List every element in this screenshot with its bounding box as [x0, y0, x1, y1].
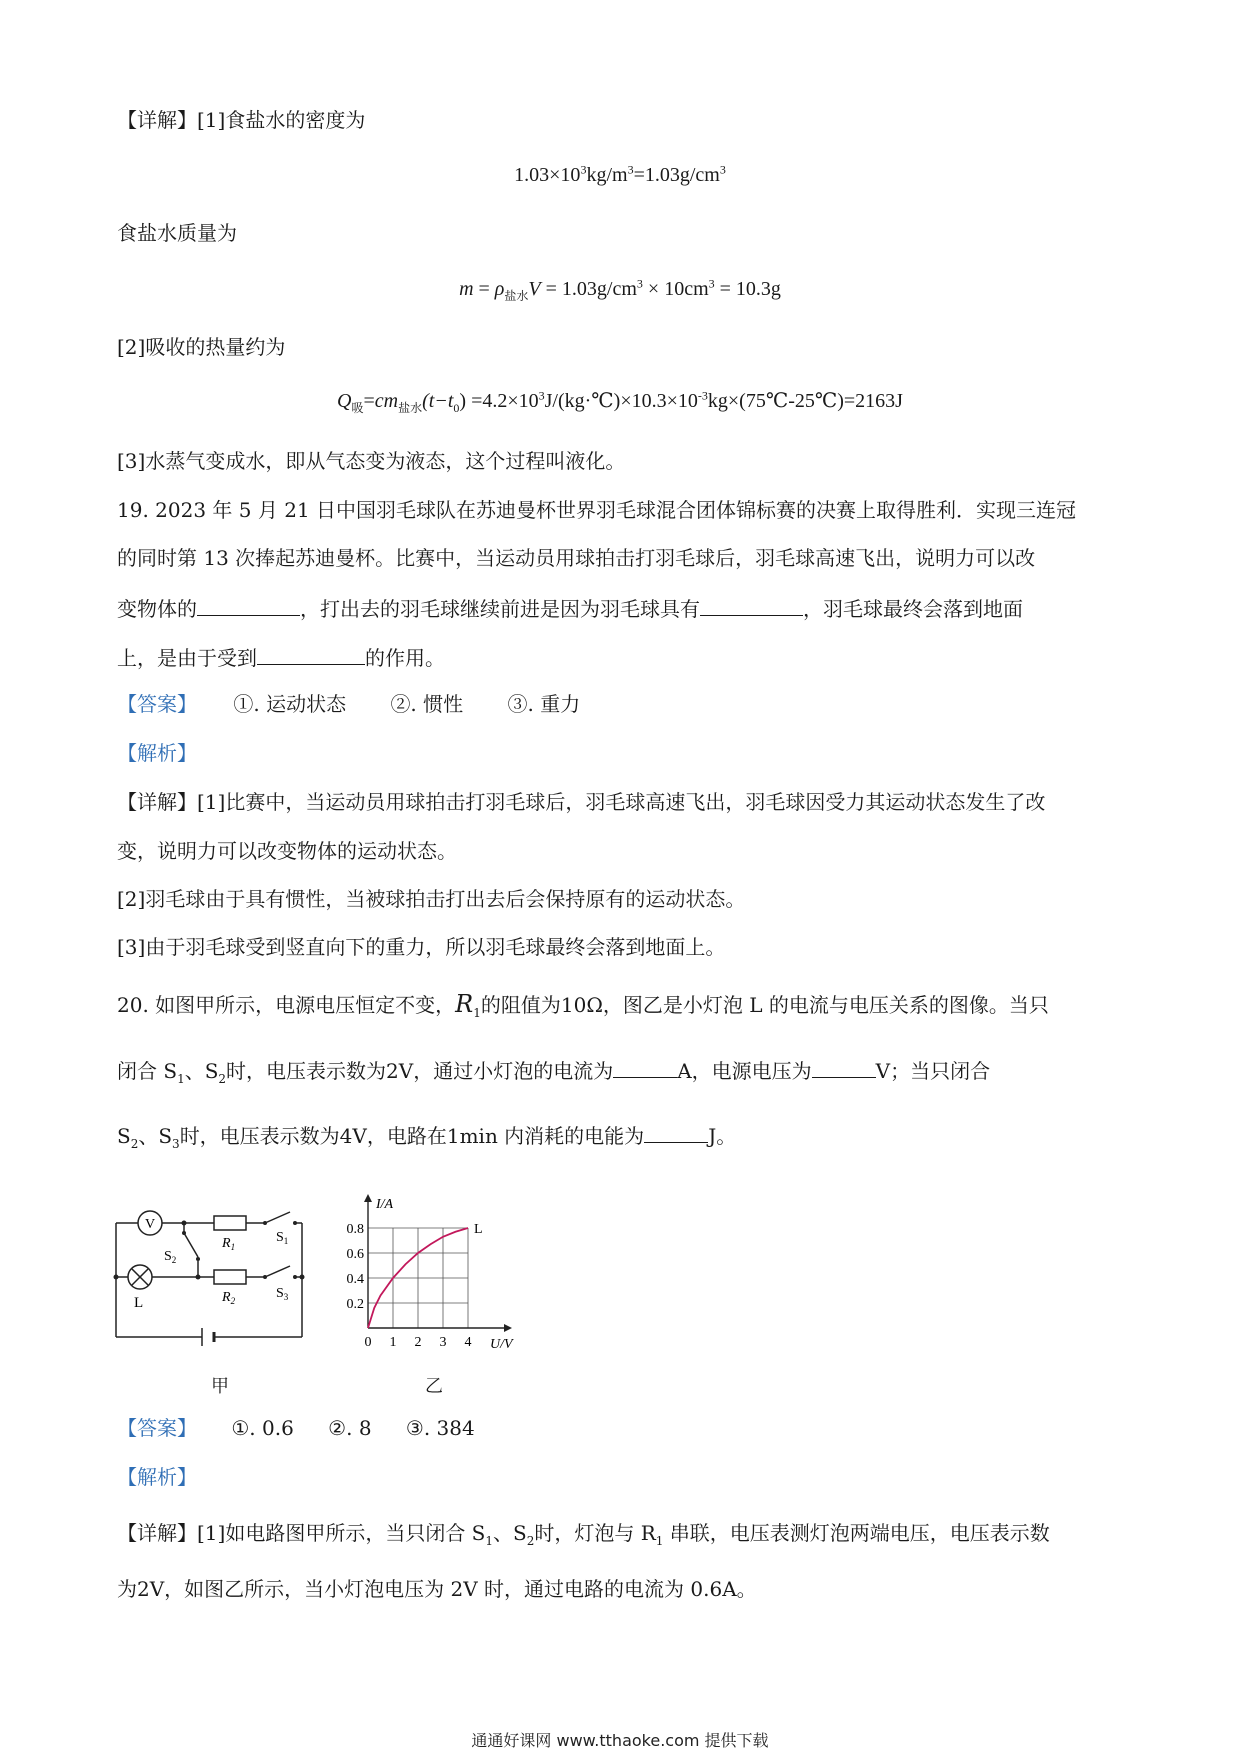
s18-item3: [3]水蒸气变成水，即从气态变为液态，这个过程叫液化。 [117, 449, 626, 473]
q19-line3: 变物体的 ，打出去的羽毛球继续前进是因为羽毛球具有 ，羽毛球最终会落到地面 [117, 593, 1023, 623]
q20-line1: 20. 如图甲所示，电源电压恒定不变，$R_1$的阻值为10Ω，图乙是小灯泡 L 的电流与电压关系的图像。当只 [117, 990, 1049, 1020]
x-tick-label: 2 [414, 1335, 422, 1350]
q19-detail-1b: 变，说明力可以改变物体的运动状态。 [117, 839, 457, 863]
q20-detail-1a: 【详解】[1]如电路图甲所示，当只闭合 $S_1$、$S_2$时，灯泡与 $R_1$ 串联，电压表测灯泡两端电压，电压表示数 [117, 1521, 1050, 1548]
y-tick-label: 0.4 [346, 1272, 364, 1287]
voltmeter-label: V [144, 1217, 156, 1232]
q20-answer-line [117, 1414, 475, 1442]
detail-text: [1]食盐水的密度为 [197, 108, 366, 132]
answer-1: ①. 0.6 [231, 1416, 294, 1440]
series-label: L [474, 1222, 483, 1237]
q19-detail-2: [2]羽毛球由于具有惯性，当被球拍击打出去后会保持原有的运动状态。 [117, 887, 746, 911]
y-tick-label: 0.6 [346, 1247, 364, 1262]
y-tick-label: 0.2 [346, 1297, 364, 1312]
q19-detail-1a: 【详解】[1]比赛中，当运动员用球拍击打羽毛球后，羽毛球高速飞出，羽毛球因受力其运动状态发生了改 [117, 790, 1046, 814]
q20-line3: $S_2$、$S_3$时，电压表示数为4V，电路在1min 内消耗的电能为 J。 [117, 1120, 736, 1150]
answer-blank[interactable] [812, 1055, 876, 1078]
q19-line1: 19. 2023 年 5 月 21 日中国羽毛球队在苏迪曼杯世界羽毛球混合团体锦标赛的决赛上取得胜利．实现三连冠 [117, 498, 1077, 522]
r2-label: $R_2$ [222, 1290, 236, 1306]
q19-answer-line [117, 690, 580, 718]
answer-1: ①. 运动状态 [233, 692, 347, 716]
answer-label: 【答案】 [117, 1416, 197, 1440]
circuit-diagram [110, 1195, 320, 1355]
y-axis-label: I/A [376, 1197, 394, 1212]
x-tick-label: 1 [389, 1335, 397, 1350]
q20-line2: 闭合 $S_1$、$S_2$时，电压表示数为2V，通过小灯泡的电流为 A，电源电压为 V；当只闭合 [117, 1055, 990, 1085]
x-axis-arrow [504, 1324, 512, 1332]
answer-2: ②. 惯性 [390, 692, 464, 716]
q19-line2: 的同时第 13 次捧起苏迪曼杯。比赛中，当运动员用球拍击打羽毛球后，羽毛球高速飞出，说明力可以改 [117, 546, 1036, 570]
answer-3: ③. 384 [405, 1416, 475, 1440]
s2-label: $S_2$ [164, 1249, 177, 1265]
r1-label: $R_1$ [222, 1236, 236, 1252]
q20-analysis-label: 【解析】 [117, 1465, 197, 1489]
heat-intro: [2]吸收的热量约为 [117, 335, 286, 359]
heat-equation: $Q_吸=cm_{盐水}(t-t_0)$ $=4.2\times 10^3J/(kg\cdot℃)\times 10.3\times 10^{-3}kg\times(75℃-25℃)=2163J$ [337, 388, 903, 415]
q19-line4: 上，是由于受到 的作用。 [117, 642, 445, 672]
q20-detail-1b: 为2V，如图乙所示，当小灯泡电压为 2V 时，通过电路的电流为 0.6A。 [117, 1577, 757, 1601]
x-axis-label: U/V [490, 1337, 513, 1352]
answer-2: ②. 8 [328, 1416, 372, 1440]
answer-blank[interactable] [613, 1055, 677, 1078]
mass-equation: $m = \rho_{盐水}V = 1.03g/cm^3 \times 10cm^3 = 10.3g$ [459, 276, 781, 303]
detail-label: 【详解】 [117, 108, 197, 132]
answer-label: 【答案】 [117, 692, 197, 716]
figure-yi-label: 乙 [425, 1376, 443, 1397]
lamp-label: L [134, 1295, 144, 1311]
answer-blank[interactable] [197, 593, 300, 616]
y-axis-arrow [364, 1194, 372, 1202]
s3-label: $S_3$ [276, 1286, 289, 1302]
q19-analysis-label: 【解析】 [117, 741, 197, 765]
s18-detail-line [117, 106, 365, 134]
answer-blank[interactable] [644, 1120, 708, 1143]
q19-detail-3: [3]由于羽毛球受到竖直向下的重力，所以羽毛球最终会落到地面上。 [117, 935, 726, 959]
y-tick-label: 0.8 [346, 1222, 364, 1237]
x-tick-label: 0 [364, 1335, 372, 1350]
answer-blank[interactable] [700, 593, 803, 616]
mass-intro: 食盐水质量为 [117, 221, 237, 245]
answer-3: ③. 重力 [507, 692, 581, 716]
footer-watermark: 通通好课网 www.tthaoke.com 提供下载 [471, 1731, 769, 1750]
density-equation: $1.03\times 10^3kg/m^3=1.03g/cm^3$ [514, 162, 726, 186]
x-tick-label: 4 [464, 1335, 472, 1350]
x-tick-label: 3 [439, 1335, 447, 1350]
iv-chart [330, 1178, 540, 1358]
figure-jia-label: 甲 [211, 1376, 229, 1397]
s1-label: $S_1$ [276, 1230, 289, 1246]
answer-blank[interactable] [257, 642, 365, 665]
